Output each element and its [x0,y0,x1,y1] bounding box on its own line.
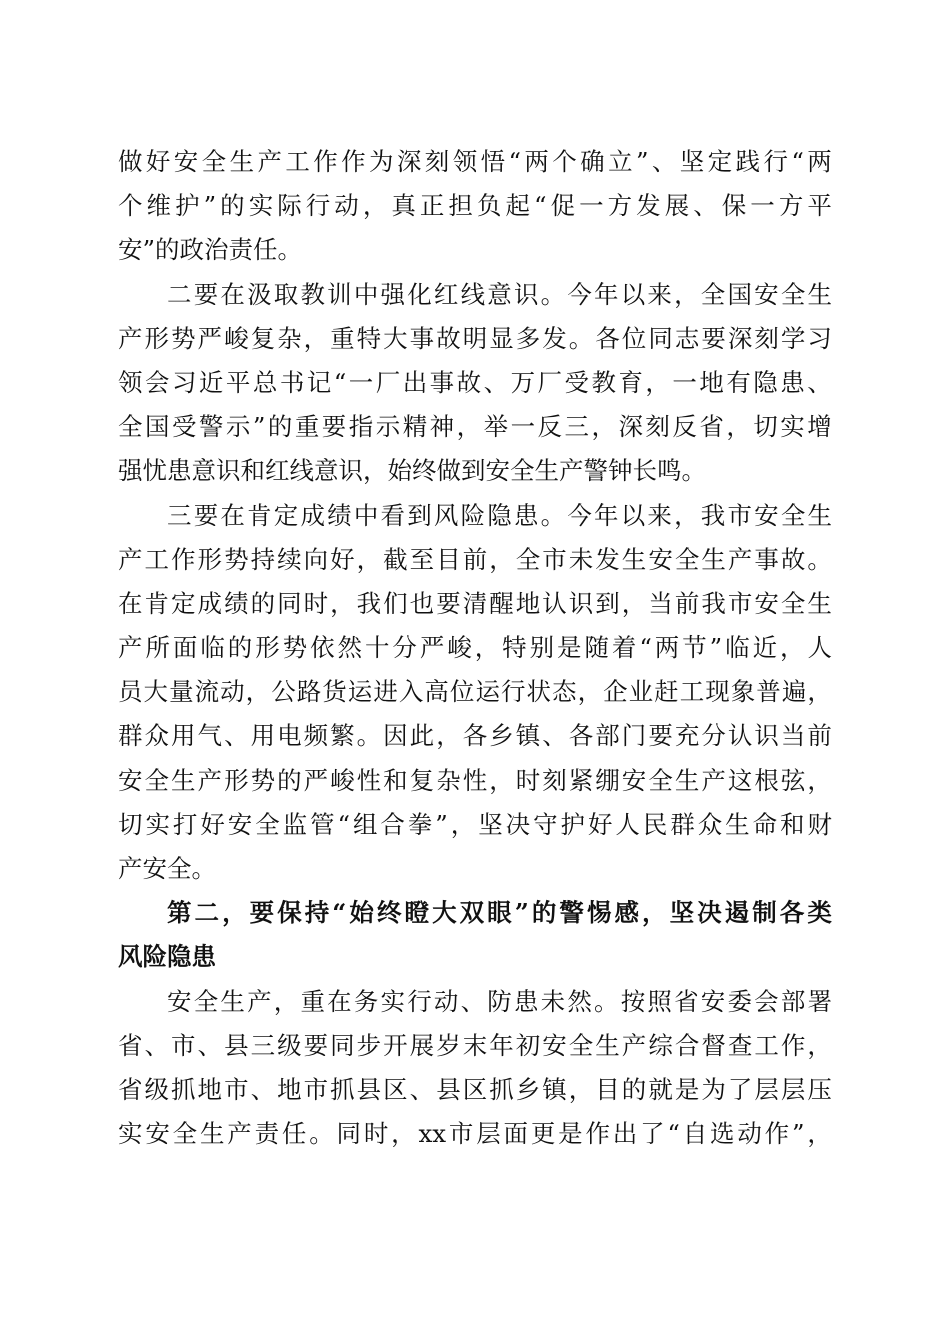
text-line: 员 大 量 流 动 ， 公 路 货 运 进 入 高 位 运 行 状 态 ， 企 业 赶 工 现 象 普 遍 ， [118,677,832,707]
document-body [118,140,832,1156]
text-line: 产安全。 [118,854,216,883]
paragraph-risk-hazards [118,494,832,892]
text-line: 实 安 全 生 产 责 任 。 同 时 ， xx 市 层 面 更 是 作 出 了 “ 自 选 动 作 ” ， [118,1119,832,1149]
paragraph-redline-awareness [118,273,832,494]
text-line: 产 工 作 形 势 持 续 向 好 ， 截 至 目 前 ， 全 市 未 发 生 安 全 生 产 事 故 。 [118,544,832,574]
text-line: 产 形 势 严 峻 复 杂 ， 重 特 大 事 故 明 显 多 发 。 各 位 同 志 要 深 刻 学 习 [118,323,832,353]
text-line: 个 维 护 ” 的 实 际 行 动 ， 真 正 担 负 起 “ 促 一 方 发 展 、 保 一 方 平 [118,191,832,221]
text-line: 安 全 生 产 形 势 的 严 峻 性 和 复 杂 性 ， 时 刻 紧 绷 安 全 生 产 这 根 弦 ， [118,765,832,795]
text-line: 三 要 在 肯 定 成 绩 中 看 到 风 险 隐 患 。 今 年 以 来 ， 我 市 安 全 生 [167,500,832,530]
text-line: 切 实 打 好 安 全 监 管 “ 组 合 拳 ” ， 坚 决 守 护 好 人 民 群 众 生 命 和 财 [118,809,832,839]
text-line: 群 众 用 气 、 用 电 频 繁 。 因 此 ， 各 乡 镇 、 各 部 门 要 充 分 认 识 当 前 [118,721,832,751]
text-line: 省 级 抓 地 市 、 地 市 抓 县 区 、 县 区 抓 乡 镇 ， 目 的 就 是 为 了 层 层 压 [118,1074,832,1104]
text-line: 全 国 受 警 示 ” 的 重 要 指 示 精 神 ， 举 一 反 三 ， 深 刻 反 省 ， 切 实 增 [118,412,832,442]
text-line: 做 好 安 全 生 产 工 作 作 为 深 刻 领 悟 “ 两 个 确 立 ” 、 坚 定 践 行 “ 两 [118,147,832,176]
paragraph-continuation [118,140,832,273]
paragraph-practical-action [118,980,832,1157]
heading-line: 风险隐患 [118,942,216,972]
text-line: 安”的政治责任。 [118,235,303,265]
text-line: 在 肯 定 成 绩 的 同 时 ， 我 们 也 要 清 醒 地 认 识 到 ， 当 前 我 市 安 全 生 [118,588,832,618]
heading-line: 第 二 ， 要 保 持 “ 始 终 瞪 大 双 眼 ” 的 警 惕 感 ， 坚 决 遏 制 各 类 [167,898,832,928]
text-line: 领 会 习 近 平 总 书 记 “ 一 厂 出 事 故 、 万 厂 受 教 育 ， 一 地 有 隐 患 、 [118,367,832,397]
section-heading-second [118,891,832,979]
text-line: 二 要 在 汲 取 教 训 中 强 化 红 线 意 识 。 今 年 以 来 ， 全 国 安 全 生 [167,279,832,309]
text-line: 产 所 面 临 的 形 势 依 然 十 分 严 峻 ， 特 别 是 随 着 “ 两 节 ” 临 近 ， 人 [118,633,832,663]
text-line: 省 、 市 、 县 三 级 要 同 步 开 展 岁 末 年 初 安 全 生 产 综 合 督 查 工 作 ， [118,1030,832,1060]
text-line: 强忧患意识和红线意识，始终做到安全生产警钟长鸣。 [118,456,706,486]
text-line: 安 全 生 产 ， 重 在 务 实 行 动 、 防 患 未 然 。 按 照 省 安 委 会 部 署 [167,986,832,1016]
